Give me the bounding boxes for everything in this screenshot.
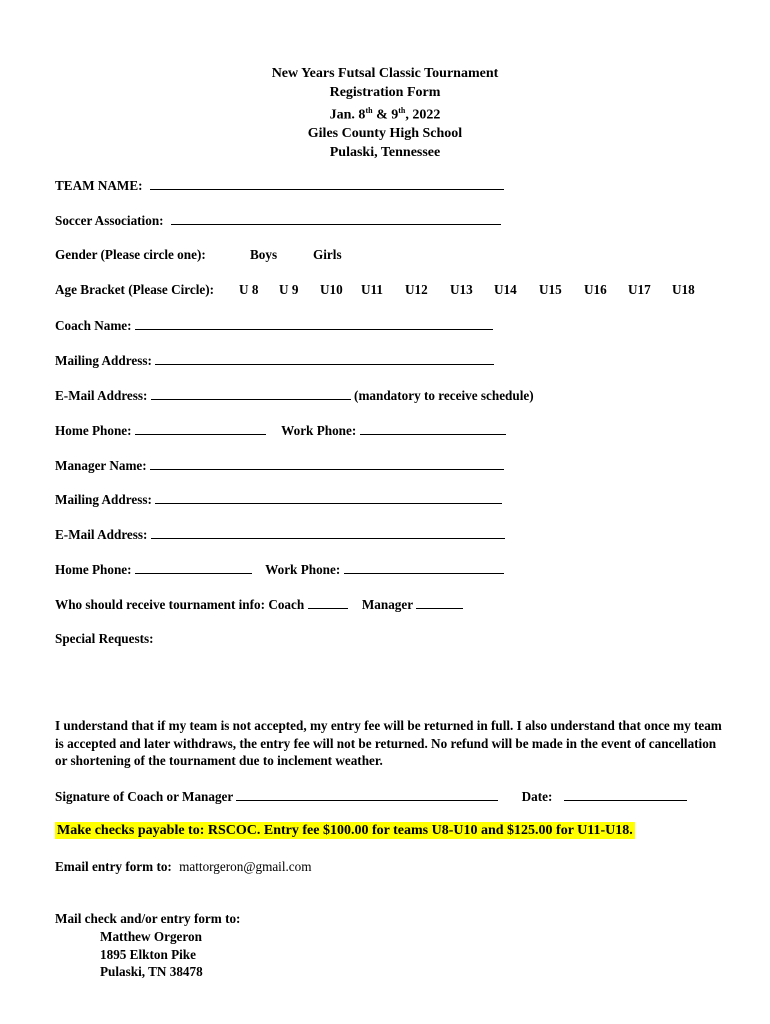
manager-name-row — [55, 457, 504, 474]
manager-home-phone-label: Home Phone: — [55, 562, 132, 577]
mail-city: Pulaski, TN 38478 — [100, 964, 203, 979]
team-name-row — [55, 177, 504, 194]
age-option[interactable]: U10 — [320, 282, 343, 297]
coach-mailing-row — [55, 352, 494, 369]
coach-mailing-field[interactable] — [155, 352, 494, 365]
special-requests-row — [55, 631, 154, 647]
team-name-label: TEAM NAME: — [55, 178, 143, 193]
signature-label: Signature of Coach or Manager — [55, 789, 234, 804]
coach-home-phone-label: Home Phone: — [55, 423, 132, 438]
gender-option-boys[interactable]: Boys — [250, 247, 278, 262]
mail-entry-label: Mail check and/or entry form to: — [55, 911, 241, 926]
mailing-address-block — [100, 928, 203, 981]
coach-work-phone-field[interactable] — [360, 422, 506, 435]
manager-name-label: Manager Name: — [55, 458, 147, 473]
coach-home-phone-field[interactable] — [135, 422, 266, 435]
manager-phone-row — [55, 561, 504, 578]
form-header — [0, 65, 770, 162]
mail-street: 1895 Elkton Pike — [100, 946, 196, 962]
age-option[interactable]: U14 — [494, 282, 517, 297]
age-option[interactable]: U18 — [672, 282, 695, 297]
gender-row — [55, 247, 206, 263]
payment-note: Make checks payable to: RSCOC. Entry fee $100.00 for teams U8-U10 and $125.00 for U11-U18. — [57, 823, 633, 838]
mail-recipient-name: Matthew Orgeron — [100, 929, 202, 944]
manager-mailing-label: Mailing Address: — [55, 492, 152, 507]
coach-name-row — [55, 317, 493, 334]
age-option[interactable]: U16 — [584, 282, 607, 297]
soccer-association-field[interactable] — [171, 212, 501, 225]
coach-name-field[interactable] — [135, 317, 493, 330]
mail-entry-row — [55, 911, 240, 927]
manager-mailing-row — [55, 491, 502, 508]
tournament-title: New Years Futsal Classic Tournament — [271, 66, 499, 81]
manager-mailing-field[interactable] — [155, 491, 502, 504]
manager-choice-label: Manager — [361, 597, 413, 612]
coach-name-label: Coach Name: — [55, 318, 132, 333]
coach-choice-field[interactable] — [308, 596, 348, 609]
manager-work-phone-label: Work Phone: — [265, 562, 341, 577]
gender-option-girls[interactable]: Girls — [313, 247, 342, 262]
tournament-info-row — [55, 596, 463, 613]
coach-email-field[interactable] — [151, 387, 351, 400]
refund-disclaimer: I understand that if my team is not accepted, my entry fee will be returned in full. I also understand that once my team is accepted and later withdraws, the entry fee will not be returned. No refund will be made in the event of cancellation or shortening of the tournament due to inclement weather. — [55, 718, 722, 768]
age-bracket-label: Age Bracket (Please Circle): — [55, 282, 215, 297]
manager-work-phone-field[interactable] — [344, 561, 504, 574]
date-field[interactable] — [564, 788, 687, 801]
manager-choice-field[interactable] — [416, 596, 463, 609]
coach-phone-row — [55, 422, 506, 439]
special-requests-label: Special Requests: — [55, 631, 154, 646]
venue-name: Giles County High School — [307, 126, 463, 142]
coach-email-row — [55, 387, 534, 404]
gender-label: Gender (Please circle one): — [55, 247, 206, 262]
age-option[interactable]: U11 — [361, 282, 383, 297]
date-label: Date: — [521, 789, 553, 804]
coach-mailing-label: Mailing Address: — [55, 353, 152, 368]
manager-email-label: E-Mail Address: — [55, 527, 148, 542]
age-option[interactable]: U15 — [539, 282, 562, 297]
age-option[interactable]: U 8 — [239, 282, 259, 297]
age-option[interactable]: U 9 — [279, 282, 299, 297]
tournament-date: Jan. 8th & 9th, 2022 — [329, 106, 441, 123]
email-entry-label: Email entry form to: — [55, 859, 172, 874]
soccer-association-label: Soccer Association: — [55, 213, 164, 228]
payment-row — [55, 822, 635, 839]
manager-email-row — [55, 526, 505, 543]
signature-field[interactable] — [236, 788, 498, 801]
email-entry-address[interactable]: mattorgeron@gmail.com — [179, 859, 312, 874]
manager-home-phone-field[interactable] — [135, 561, 252, 574]
team-name-field[interactable] — [150, 177, 504, 190]
email-entry-row — [55, 859, 312, 875]
venue-location: Pulaski, Tennessee — [329, 144, 441, 160]
age-option[interactable]: U17 — [628, 282, 651, 297]
age-bracket-row — [55, 282, 214, 298]
coach-email-note: (mandatory to receive schedule) — [354, 388, 534, 403]
manager-email-field[interactable] — [151, 526, 505, 539]
coach-email-label: E-Mail Address: — [55, 388, 148, 403]
soccer-association-row — [55, 212, 501, 229]
manager-name-field[interactable] — [150, 457, 504, 470]
who-receive-label: Who should receive tournament info: Coach — [55, 597, 305, 612]
age-option[interactable]: U12 — [405, 282, 428, 297]
form-title: Registration Form — [329, 84, 441, 100]
coach-work-phone-label: Work Phone: — [281, 423, 357, 438]
signature-row — [55, 788, 687, 805]
age-option[interactable]: U13 — [450, 282, 473, 297]
